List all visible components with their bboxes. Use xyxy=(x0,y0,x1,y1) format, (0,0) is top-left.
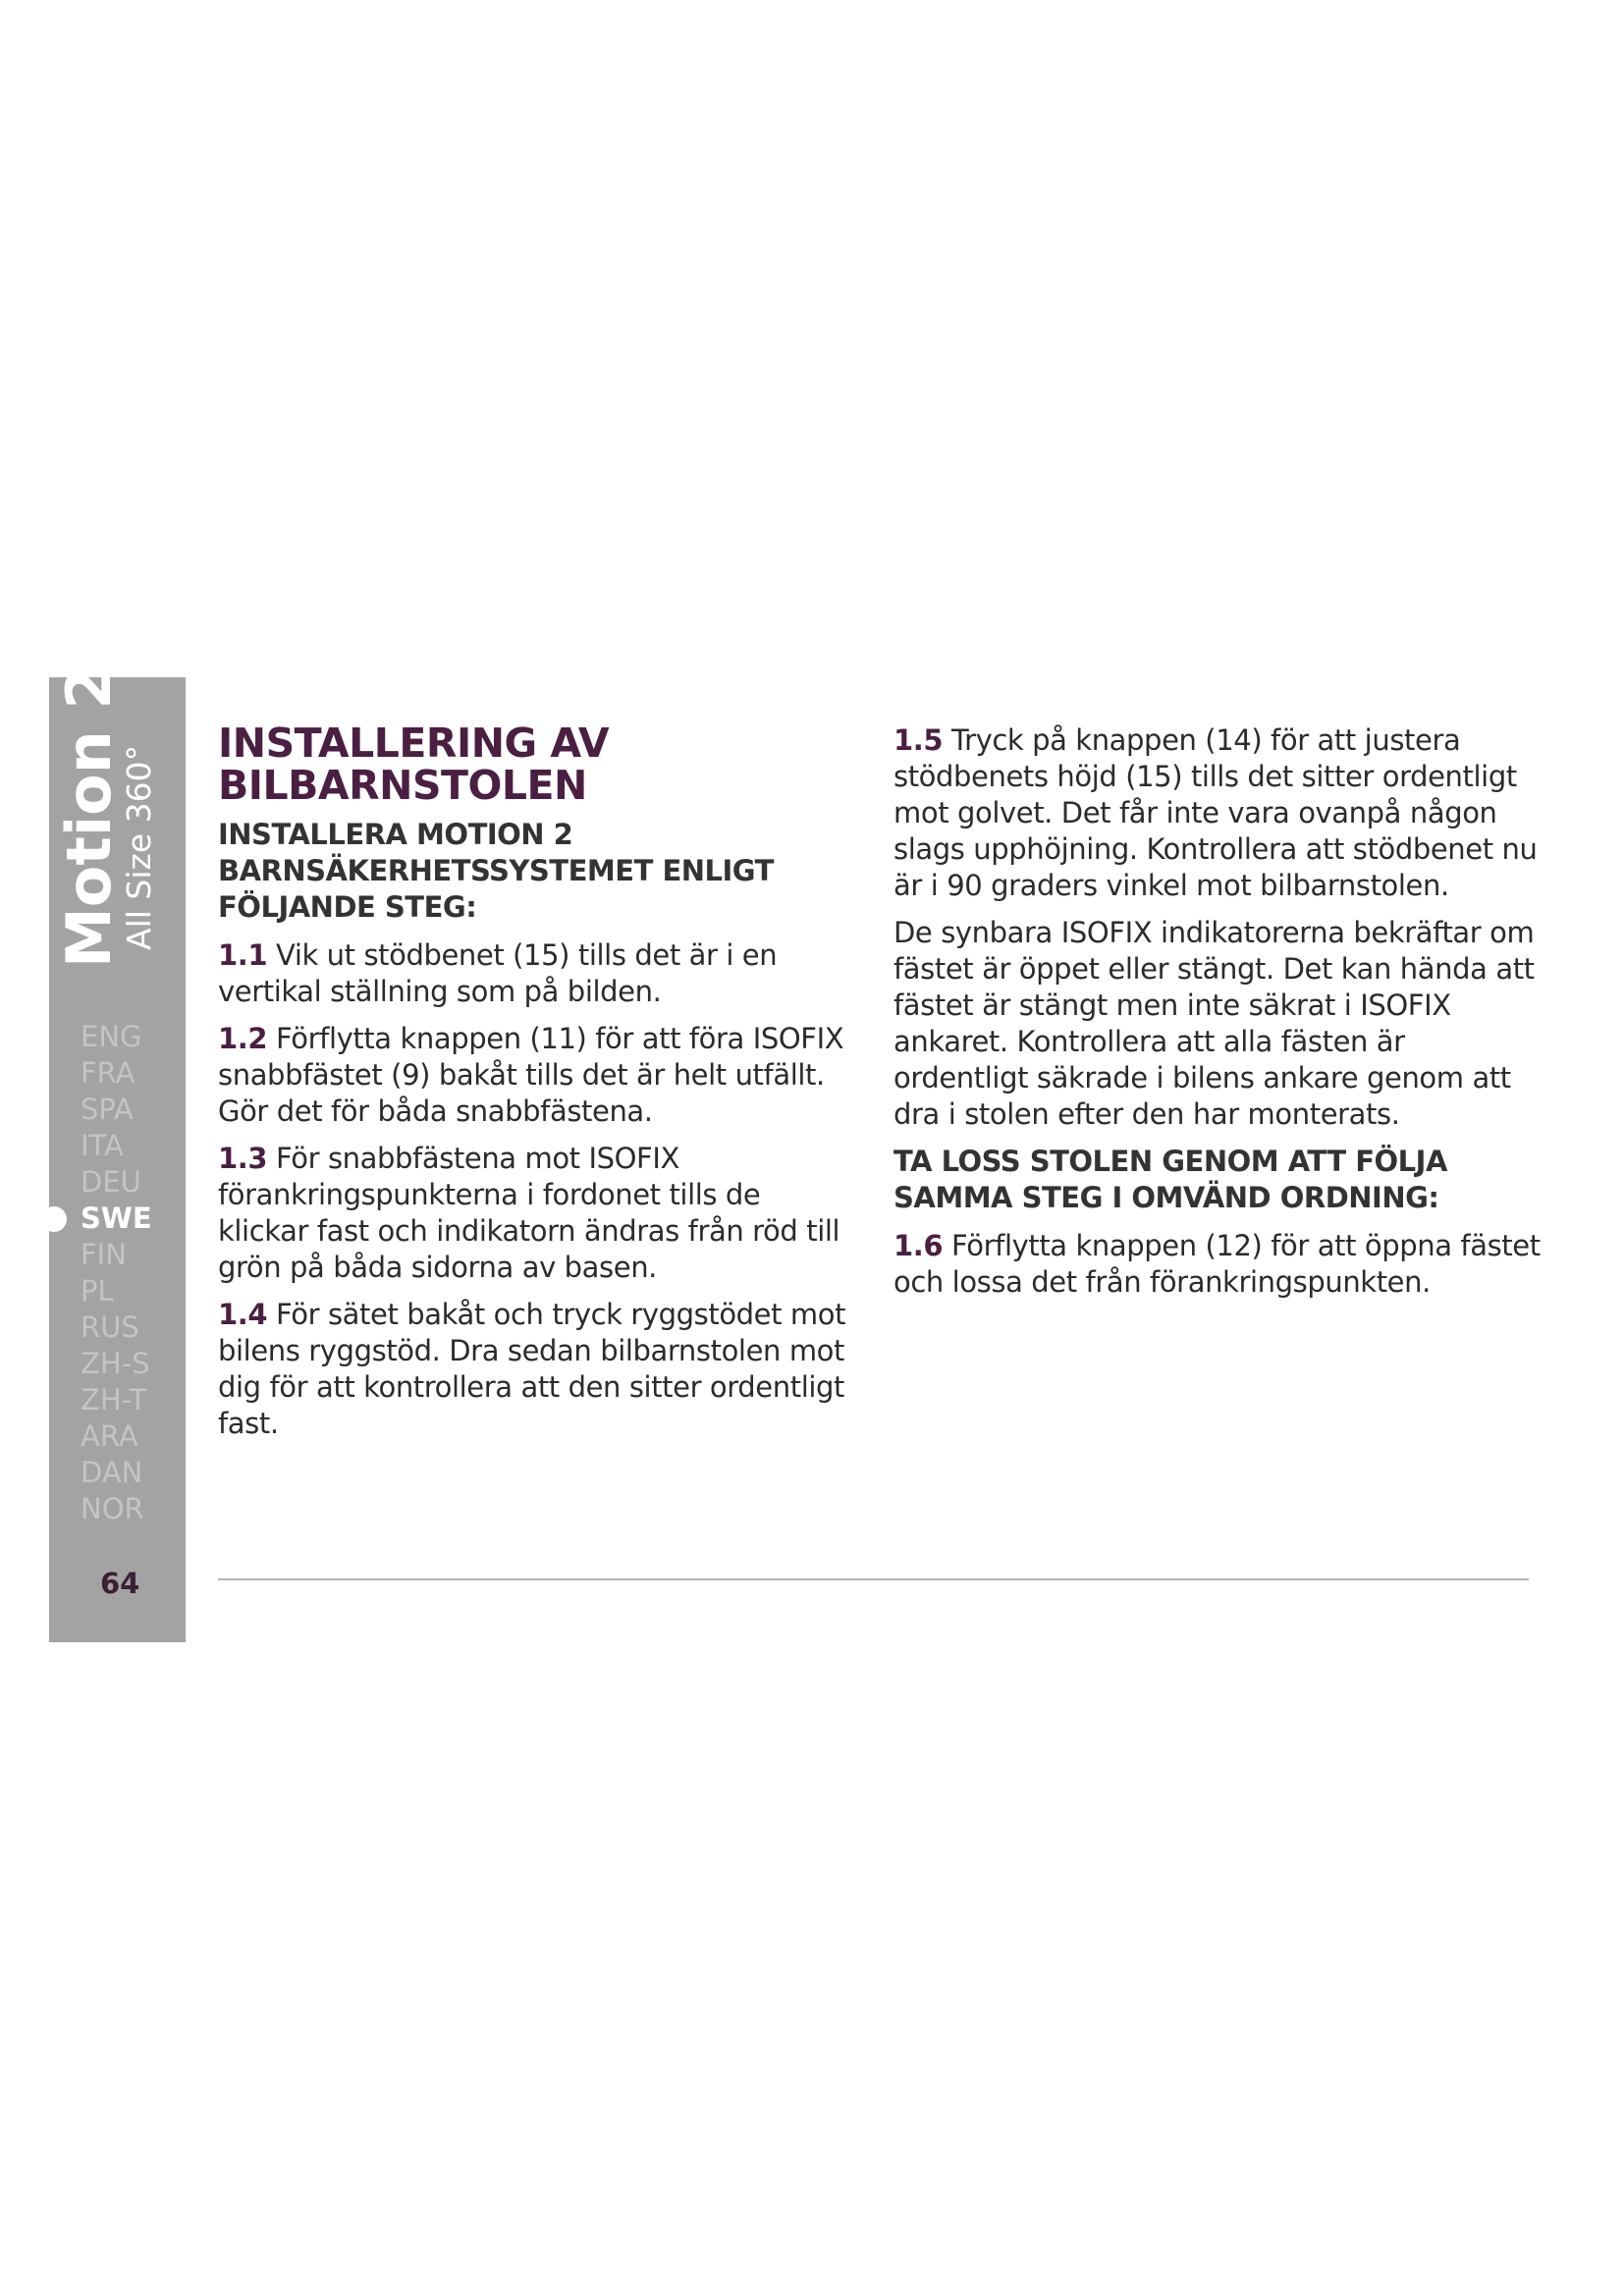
active-language-marker xyxy=(41,1206,67,1232)
language-label-swe: SWE xyxy=(81,1201,152,1235)
step-number: 1.4 xyxy=(218,1298,268,1331)
language-item-ita[interactable]: ITA xyxy=(81,1129,124,1162)
brand-title: Motion 2 xyxy=(53,667,125,968)
language-item-zh-s[interactable]: ZH-S xyxy=(81,1347,150,1380)
step-text: För sätet bakåt och tryck ryggstödet mot bilens ryggstöd. Dra sedan bilbarnstolen mot dig för att kontrollera att den sitter ordentligt fast. xyxy=(218,1298,846,1440)
step-text: Tryck på knappen (14) för att justera stödbenets höjd (15) tills det sitter ordentligt mot golvet. Det får inte vara ovanpå någon slags upphöjning. Kontrollera att stödbenet nu är i 90 graders vinkel mot bilbarnstolen. xyxy=(893,723,1538,902)
step-1-2 xyxy=(218,1021,846,1130)
step-number: 1.5 xyxy=(893,723,944,757)
language-item-dan[interactable]: DAN xyxy=(81,1456,143,1489)
language-item-nor[interactable]: NOR xyxy=(81,1492,144,1525)
language-list xyxy=(81,1019,152,1527)
page-number: 64 xyxy=(100,1567,140,1600)
step-1-3 xyxy=(218,1141,846,1286)
step-text: Vik ut stödbenet (15) tills det är i en vertikal ställning som på bilden. xyxy=(218,938,778,1008)
section-title: INSTALLERING AV BILBARNSTOLEN xyxy=(218,720,610,809)
language-item-pl[interactable]: PL xyxy=(81,1274,114,1308)
step-number: 1.6 xyxy=(893,1229,944,1262)
section-subtitle: INSTALLERA MOTION 2 BARNSÄKERHETSSYSTEMET ENLIGT FÖLJANDE STEG: xyxy=(218,818,774,924)
language-item-fin[interactable]: FIN xyxy=(81,1238,127,1271)
footer-divider xyxy=(218,1578,1529,1580)
language-item-fra[interactable]: FRA xyxy=(81,1056,135,1090)
indicator-paragraph: De synbara ISOFIX indikatorerna bekräftar om fästet är öppet eller stängt. Det kan hända att fästet är stängt men inte säkrat i ISOFIX ankaret. Kontrollera att alla fästen är ordentligt säkrade i bilens ankare genom att dra i stolen efter den har monterats. xyxy=(893,916,1535,1131)
language-item-spa[interactable]: SPA xyxy=(81,1093,134,1126)
brand-subtitle: All Size 360° xyxy=(120,744,158,950)
step-1-4 xyxy=(218,1297,846,1442)
step-text: Förflytta knappen (11) för att föra ISOFIX snabbfästet (9) bakåt tills det är helt utfällt. Gör det för båda snabbfästena. xyxy=(218,1022,844,1128)
language-item-rus[interactable]: RUS xyxy=(81,1310,139,1344)
brand-rotated xyxy=(53,667,175,968)
step-1-6 xyxy=(893,1228,1542,1301)
brand xyxy=(49,667,186,991)
step-text: För snabbfästena mot ISOFIX förankringspunkterna i fordonet tills de klickar fast och indikatorn ändras från röd till grön på båda sidorna av basen. xyxy=(218,1142,840,1284)
language-item-deu[interactable]: DEU xyxy=(81,1165,141,1199)
step-number: 1.1 xyxy=(218,938,268,972)
step-1-5 xyxy=(893,722,1542,904)
step-1-1 xyxy=(218,937,846,1010)
language-item-ara[interactable]: ARA xyxy=(81,1419,138,1453)
removal-heading: TA LOSS STOLEN GENOM ATT FÖLJA SAMMA STEG I OMVÄND ORDNING: xyxy=(893,1145,1447,1214)
step-text: Förflytta knappen (12) för att öppna fästet och lossa det från förankringspunkten. xyxy=(893,1229,1541,1299)
step-number: 1.3 xyxy=(218,1142,268,1175)
left-column xyxy=(218,722,846,1453)
language-item-eng[interactable]: ENG xyxy=(81,1020,142,1053)
language-item-swe[interactable] xyxy=(81,1201,152,1237)
language-item-zh-t[interactable]: ZH-T xyxy=(81,1383,147,1416)
sidebar-tab xyxy=(49,667,186,1642)
step-number: 1.2 xyxy=(218,1022,268,1055)
right-column xyxy=(893,722,1542,1311)
